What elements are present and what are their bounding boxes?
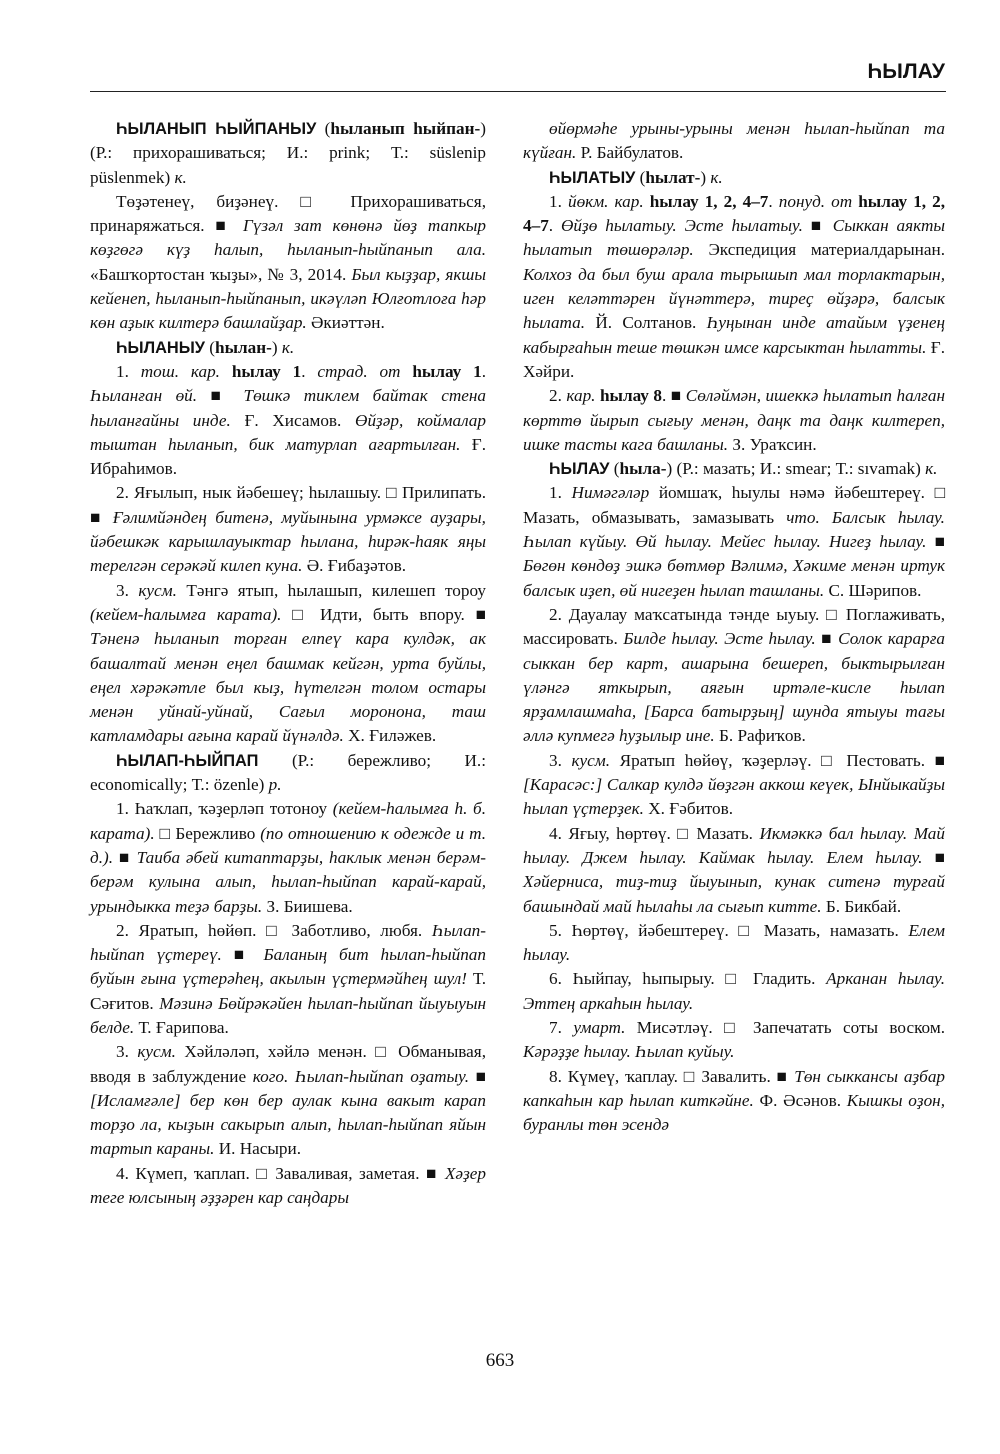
text-run: З. Биишева. bbox=[262, 896, 353, 916]
text-run: (Р.: бережливо; И.: economically; Т.: özenle) bbox=[90, 750, 486, 795]
dictionary-paragraph bbox=[523, 1065, 945, 1138]
text-run: ) bbox=[700, 167, 711, 187]
text-run: ( bbox=[204, 337, 216, 357]
dictionary-paragraph bbox=[90, 190, 486, 336]
text-run: өйөрмәһе урыны-урыны менән һылап-һыйпап та күйған. bbox=[523, 119, 945, 163]
text-run: ) (Р.: мазать; И.: smear; Т.: sıvamak) bbox=[666, 459, 926, 479]
text-run: умарт. bbox=[573, 1017, 626, 1037]
dictionary-paragraph bbox=[523, 1016, 945, 1065]
text-run: Арканан һылау. Эттең аркаһын һылау. bbox=[523, 969, 945, 1013]
text-run: һыла- bbox=[619, 459, 667, 479]
text-run: Әкиәттән. bbox=[306, 313, 385, 333]
text-run: Яратып һөйөү, ҡәҙерләү. □ Пестовать. ■ bbox=[610, 750, 945, 770]
text-run: 5. Һөртөү, йәбештереү. □ Мазать, намазать. bbox=[549, 920, 909, 940]
text-run: к. bbox=[174, 167, 187, 187]
text-run: (по отношению к одежде и т. д.). bbox=[90, 823, 486, 867]
dictionary-paragraph bbox=[90, 579, 486, 749]
dictionary-paragraph bbox=[90, 919, 486, 1040]
text-run: кого. Һылап-һыйпап оҙатыу. bbox=[252, 1066, 470, 1086]
text-run: һылан- bbox=[215, 337, 272, 357]
text-run: Гүзәл зат көнөнә йөҙ тапкыр көҙгөгә күҙ һалып, һыланып-һыйпанып ала. bbox=[90, 216, 487, 260]
text-run: . bbox=[548, 216, 562, 236]
text-run: Р. Байбулатов. bbox=[576, 143, 684, 163]
text-run: Һыланған өй. bbox=[90, 386, 198, 406]
text-run: Сөләймән, ишеккә һылатып һалған көрттө йырып сығыу менән, даңк та даңк килтереп, ишке тасты кага башланы. bbox=[523, 386, 946, 454]
text-run: Нимәгәләр bbox=[571, 483, 650, 503]
text-run: Ғ. Ибраһимов. bbox=[90, 434, 486, 479]
text-run: Колхоз да был буш арала тырышып мал торлактарын, иген келәттәрен йүнәттерә, тиреҫ өйҙәрә, балсык һылата. bbox=[523, 264, 945, 333]
text-run: Елем һылау. bbox=[523, 920, 945, 965]
headword: ҺЫЛАТЫУ bbox=[549, 168, 636, 187]
text-run: С. Шәрипов. bbox=[824, 580, 922, 600]
text-run: 7. bbox=[549, 1017, 574, 1037]
text-run: Тәненә һыланып торған елпеү кара кулдәк, ак башалтай менән еңел башмак кейгән, урта буйлы, еңел хәрәкәтле был кыҙ, һүтелгән толом остары менән уйнай-уйнай, Сағыл моронона, таш катламдары ағына карай йүнәлдә. bbox=[90, 629, 486, 746]
text-run: Төн сыккансы аҙбар капкаһын кар һылап киткәйне. bbox=[523, 1066, 946, 1110]
text-run: Б. Рафиҡов. bbox=[714, 726, 806, 746]
text-run: Хәҙер теге юлсының әҙҙәрен кар саңдары bbox=[90, 1163, 486, 1208]
text-run: ■ bbox=[469, 1066, 486, 1086]
text-run: 2. Яратып, һөйөп. □ Заботливо, любя. bbox=[116, 920, 432, 940]
text-run: һылау 1 bbox=[412, 361, 482, 381]
text-run: . ■ bbox=[661, 386, 686, 406]
dictionary-paragraph bbox=[90, 360, 486, 481]
dictionary-paragraph bbox=[90, 749, 486, 798]
text-run: [Карасәс:] Салкар кулдә йөҙгән аккош кеүек, Ынйыкайҙы һылап үҫтерҙек. bbox=[523, 775, 945, 819]
text-run: Икмәккә бал һылау. Май һылау. Джем һылау. Каймак һылау. Елем һылау. bbox=[523, 823, 945, 867]
headword: ҺЫЛАНЫП ҺЫЙПАНЫУ bbox=[116, 120, 317, 138]
dictionary-paragraph bbox=[523, 481, 945, 602]
text-run: Х. Ғәбитов. bbox=[643, 799, 734, 819]
text-run: Ғ. Хисамов. bbox=[230, 410, 356, 430]
text-run: Т. Ғарипова. bbox=[134, 1017, 229, 1037]
headword: ҺЫЛАНЫУ bbox=[116, 338, 205, 357]
headword: ҺЫЛАП-ҺЫЙПАП bbox=[116, 751, 259, 770]
text-run: кар. bbox=[566, 386, 596, 406]
text-run: Мисәтләү. □ Запечатать соты воском. bbox=[625, 1017, 945, 1037]
text-run bbox=[400, 362, 412, 381]
dictionary-paragraph bbox=[523, 384, 945, 457]
text-run: Ә. Ғибаҙәтов. bbox=[302, 556, 406, 576]
text-run: Таиба әбей китаптарҙы, һаклык менән берәм-берәм кулына алып, һылап-һыйпап карай-карай, урындыкка теҙә барҙы. bbox=[90, 847, 486, 916]
text-run: Б. Бикбай. bbox=[821, 896, 902, 916]
text-run: Билде һылау. Эсте һылау. bbox=[623, 629, 816, 649]
text-run: [Исламғәле] бер көн бер аулак кына вакыт карап торҙо ла, кыҙын сакырып алып, һылап-һыйпап яйын тартып караны. bbox=[90, 1090, 486, 1159]
text-run: тош. кар. bbox=[140, 361, 220, 381]
text-run: к. bbox=[925, 459, 938, 479]
text-run: ■ bbox=[922, 847, 945, 867]
text-run: Ғ. Хәйри. bbox=[523, 337, 945, 381]
text-run: Сыккан аякты һылатып төшөрәләр. bbox=[523, 216, 946, 260]
text-run: ( bbox=[609, 459, 620, 479]
text-run: Һуңынан инде атайым үҙенең кабырғаһын теше төшкән имсе карсыктан һылатты. bbox=[523, 313, 945, 357]
text-run: йөкм. кар. bbox=[567, 191, 644, 211]
text-run: ■ bbox=[197, 386, 244, 406]
text-run: кусм. bbox=[138, 580, 177, 600]
text-run: Х. Ғиләжев. bbox=[343, 726, 437, 746]
text-run: Ф. Әсәнов. bbox=[753, 1090, 847, 1110]
text-run: ( bbox=[635, 167, 646, 187]
dictionary-paragraph bbox=[90, 481, 486, 578]
dictionary-paragraph bbox=[523, 190, 945, 384]
text-run: . bbox=[768, 191, 779, 211]
text-run: ) bbox=[271, 337, 282, 357]
running-header: ҺЫЛАУ bbox=[867, 60, 945, 83]
text-run: һылау 8 bbox=[599, 386, 662, 406]
text-run bbox=[220, 362, 232, 381]
text-run: ( bbox=[316, 119, 331, 138]
text-run: 6. Һыйпау, һыпырыу. □ Гладить. bbox=[549, 969, 827, 989]
text-run: 8. Күмеү, ҡаплау. □ Завалить. ■ bbox=[549, 1066, 795, 1086]
text-run: к. bbox=[281, 337, 295, 357]
right-column bbox=[523, 117, 945, 1137]
text-run: Бөгөн көндөҙ эшкә бөтмөр Вәлимә, Хәкиме менән иртук балсык иҙеп, өй нигеҙен һылап ташланы. bbox=[523, 556, 945, 600]
dictionary-paragraph bbox=[523, 749, 945, 822]
text-run: (кейем-һалымға карата). bbox=[90, 604, 282, 624]
text-run: понуд. от bbox=[778, 191, 853, 211]
text-run: һылау 1, 2, 4–7 bbox=[523, 191, 946, 236]
text-run: 4. Күмеп, ҡаплап. □ Заваливая, заметая. ■ bbox=[116, 1163, 445, 1183]
text-run: Хәйерниса, тиҙ-тиҙ йыуынып, кунак ситенә турғай башындай май һылаһы ла сығып китте. bbox=[523, 872, 945, 916]
text-run: Баланың бит һылап-һыйпап буйын ғына үҫтерәһең, акылын үҫтермәйһең шул! bbox=[90, 945, 486, 989]
text-run: И. Насыри. bbox=[214, 1139, 301, 1159]
page-number: 663 bbox=[485, 1350, 515, 1371]
dictionary-paragraph bbox=[90, 1162, 486, 1211]
text-run: 4. Яғыу, һөртөү. □ Мазать. bbox=[549, 823, 760, 843]
dictionary-paragraph bbox=[523, 117, 945, 166]
header-rule bbox=[90, 91, 946, 92]
text-run: һылат- bbox=[645, 167, 701, 187]
headword: ҺЫЛАУ bbox=[549, 460, 610, 479]
text-run: к. bbox=[710, 167, 723, 187]
dictionary-paragraph bbox=[90, 797, 486, 918]
text-run: р. bbox=[268, 775, 282, 795]
text-run: 2. Яғылып, нык йәбешеү; һылашыу. □ Прилипать. ■ bbox=[90, 483, 486, 527]
text-run: З. Ураҡсин. bbox=[728, 434, 817, 454]
text-run: һылау 1, 2, 4–7 bbox=[649, 191, 769, 211]
text-run: Кышкы оҙон, буранлы төн эсендә bbox=[523, 1090, 945, 1135]
text-run: Һылап-һыйпап үҫтереү. bbox=[90, 920, 486, 965]
text-run: ■ bbox=[221, 945, 264, 965]
dictionary-paragraph bbox=[523, 967, 945, 1016]
dictionary-paragraph bbox=[90, 336, 486, 360]
text-run: Төҙәтенеү, биҙәнеү. □ Прихорашиваться, принаряжаться. ■ bbox=[90, 191, 486, 236]
text-run: ■ bbox=[926, 532, 946, 552]
text-run: Төшкә тиклем байтак стена һыланғайны инде. bbox=[90, 386, 487, 430]
text-run: Кәрәҙҙе һылау. Һылап куйыу. bbox=[523, 1042, 735, 1062]
text-run: йомшаҡ, һыулы нәмә йәбештереү. □ Мазать, обмазывать, замазывать bbox=[523, 483, 945, 527]
text-run: Хәйләләп, хәйлә менән. □ Обманывая, вводя в заблуждение bbox=[90, 1042, 487, 1086]
text-run: Өйҙө һылатыу. Эсте һылатыу. bbox=[561, 216, 803, 236]
text-run: страд. от bbox=[317, 361, 401, 381]
text-run: 1. bbox=[116, 361, 141, 381]
text-run: ) (Р.: прихорашиваться; И.: prink; Т.: süslenip püslenmek) bbox=[90, 119, 486, 187]
text-run: 1. Һаҡлап, ҡәҙерләп тотоноу bbox=[116, 799, 333, 819]
text-run: «Башҡортостан ҡыҙы», № 3, 2014. bbox=[90, 264, 352, 284]
text-run: . bbox=[301, 361, 318, 381]
text-run: Экспедиция материалдарынан. bbox=[693, 240, 945, 260]
text-run: Й. Солтанов. bbox=[585, 313, 707, 333]
dictionary-paragraph bbox=[523, 603, 945, 749]
left-column bbox=[90, 117, 486, 1210]
text-run: Ғәлимйәндең битенә, муйынына урмәксе ауҙары, йәбешкәк карышлауыктар һылана, һирәк-һаяк яңы терелгән серәкәй килеп куна. bbox=[90, 507, 486, 576]
dictionary-paragraph bbox=[523, 166, 945, 190]
text-run: 3. bbox=[549, 750, 572, 770]
text-run: □ Идти, быть впору. ■ bbox=[281, 604, 487, 624]
dictionary-paragraph bbox=[90, 1040, 486, 1161]
text-run: 2. Дауалау маҡсатында тәнде ыуыу. □ Поглаживать, массировать. bbox=[523, 604, 945, 649]
text-run: Мәзинә Бөйрәкәйен һылап-һыйпап йыуыуын белде. bbox=[90, 993, 487, 1037]
dictionary-paragraph bbox=[523, 822, 945, 919]
text-run: Т. Сәғитов. bbox=[90, 969, 486, 1013]
text-run: һыланып һыйпан- bbox=[330, 119, 481, 138]
text-run: 3. bbox=[116, 580, 139, 600]
text-run: ■ bbox=[802, 216, 833, 236]
text-run: 2. bbox=[549, 386, 567, 406]
text-run: (кейем-һалымға һ. б. карата). bbox=[90, 799, 486, 843]
text-run: кусм. bbox=[571, 750, 611, 770]
text-run: □ Бережливо bbox=[154, 823, 261, 843]
text-run: ■ bbox=[815, 629, 839, 649]
text-run: Тәнгә ятып, һылашып, килешеп тороу bbox=[176, 580, 486, 600]
text-run: Солок карарға сыккан бер карт, ашарына бешереп, быктырылған үләнгә яткырып, аяғын иртәле-кисле һылап ярҙамлашмаһа, [Барса батырҙың] шунда ятыуы тағы әллә купмегә һуҙылыр ине. bbox=[523, 629, 946, 746]
text-run: Был кыҙҙар, якшы кейенеп, һыланып-һыйпанып, икәүләп Юлғотлоға һәр көн аҙык килтерә башлайҙар. bbox=[90, 264, 486, 333]
text-run: что. Балсык һылау. Һылап күйыу. Өй һылау. Мейес һылау. Нигеҙ һылау. bbox=[523, 507, 945, 552]
text-run: кусм. bbox=[137, 1042, 176, 1062]
text-run: 1. bbox=[549, 483, 572, 503]
text-run: һылау 1 bbox=[231, 361, 302, 381]
dictionary-paragraph bbox=[523, 919, 945, 968]
text-run: Өйҙәр, коймалар тыштан һыланып, бик матурлап ағартылған. bbox=[90, 410, 486, 454]
text-run: . bbox=[481, 361, 487, 381]
text-run: 1. bbox=[549, 191, 568, 211]
text-run: ■ bbox=[113, 847, 137, 867]
dictionary-paragraph bbox=[90, 117, 486, 190]
dictionary-paragraph bbox=[523, 457, 945, 481]
text-run: 3. bbox=[116, 1042, 138, 1062]
